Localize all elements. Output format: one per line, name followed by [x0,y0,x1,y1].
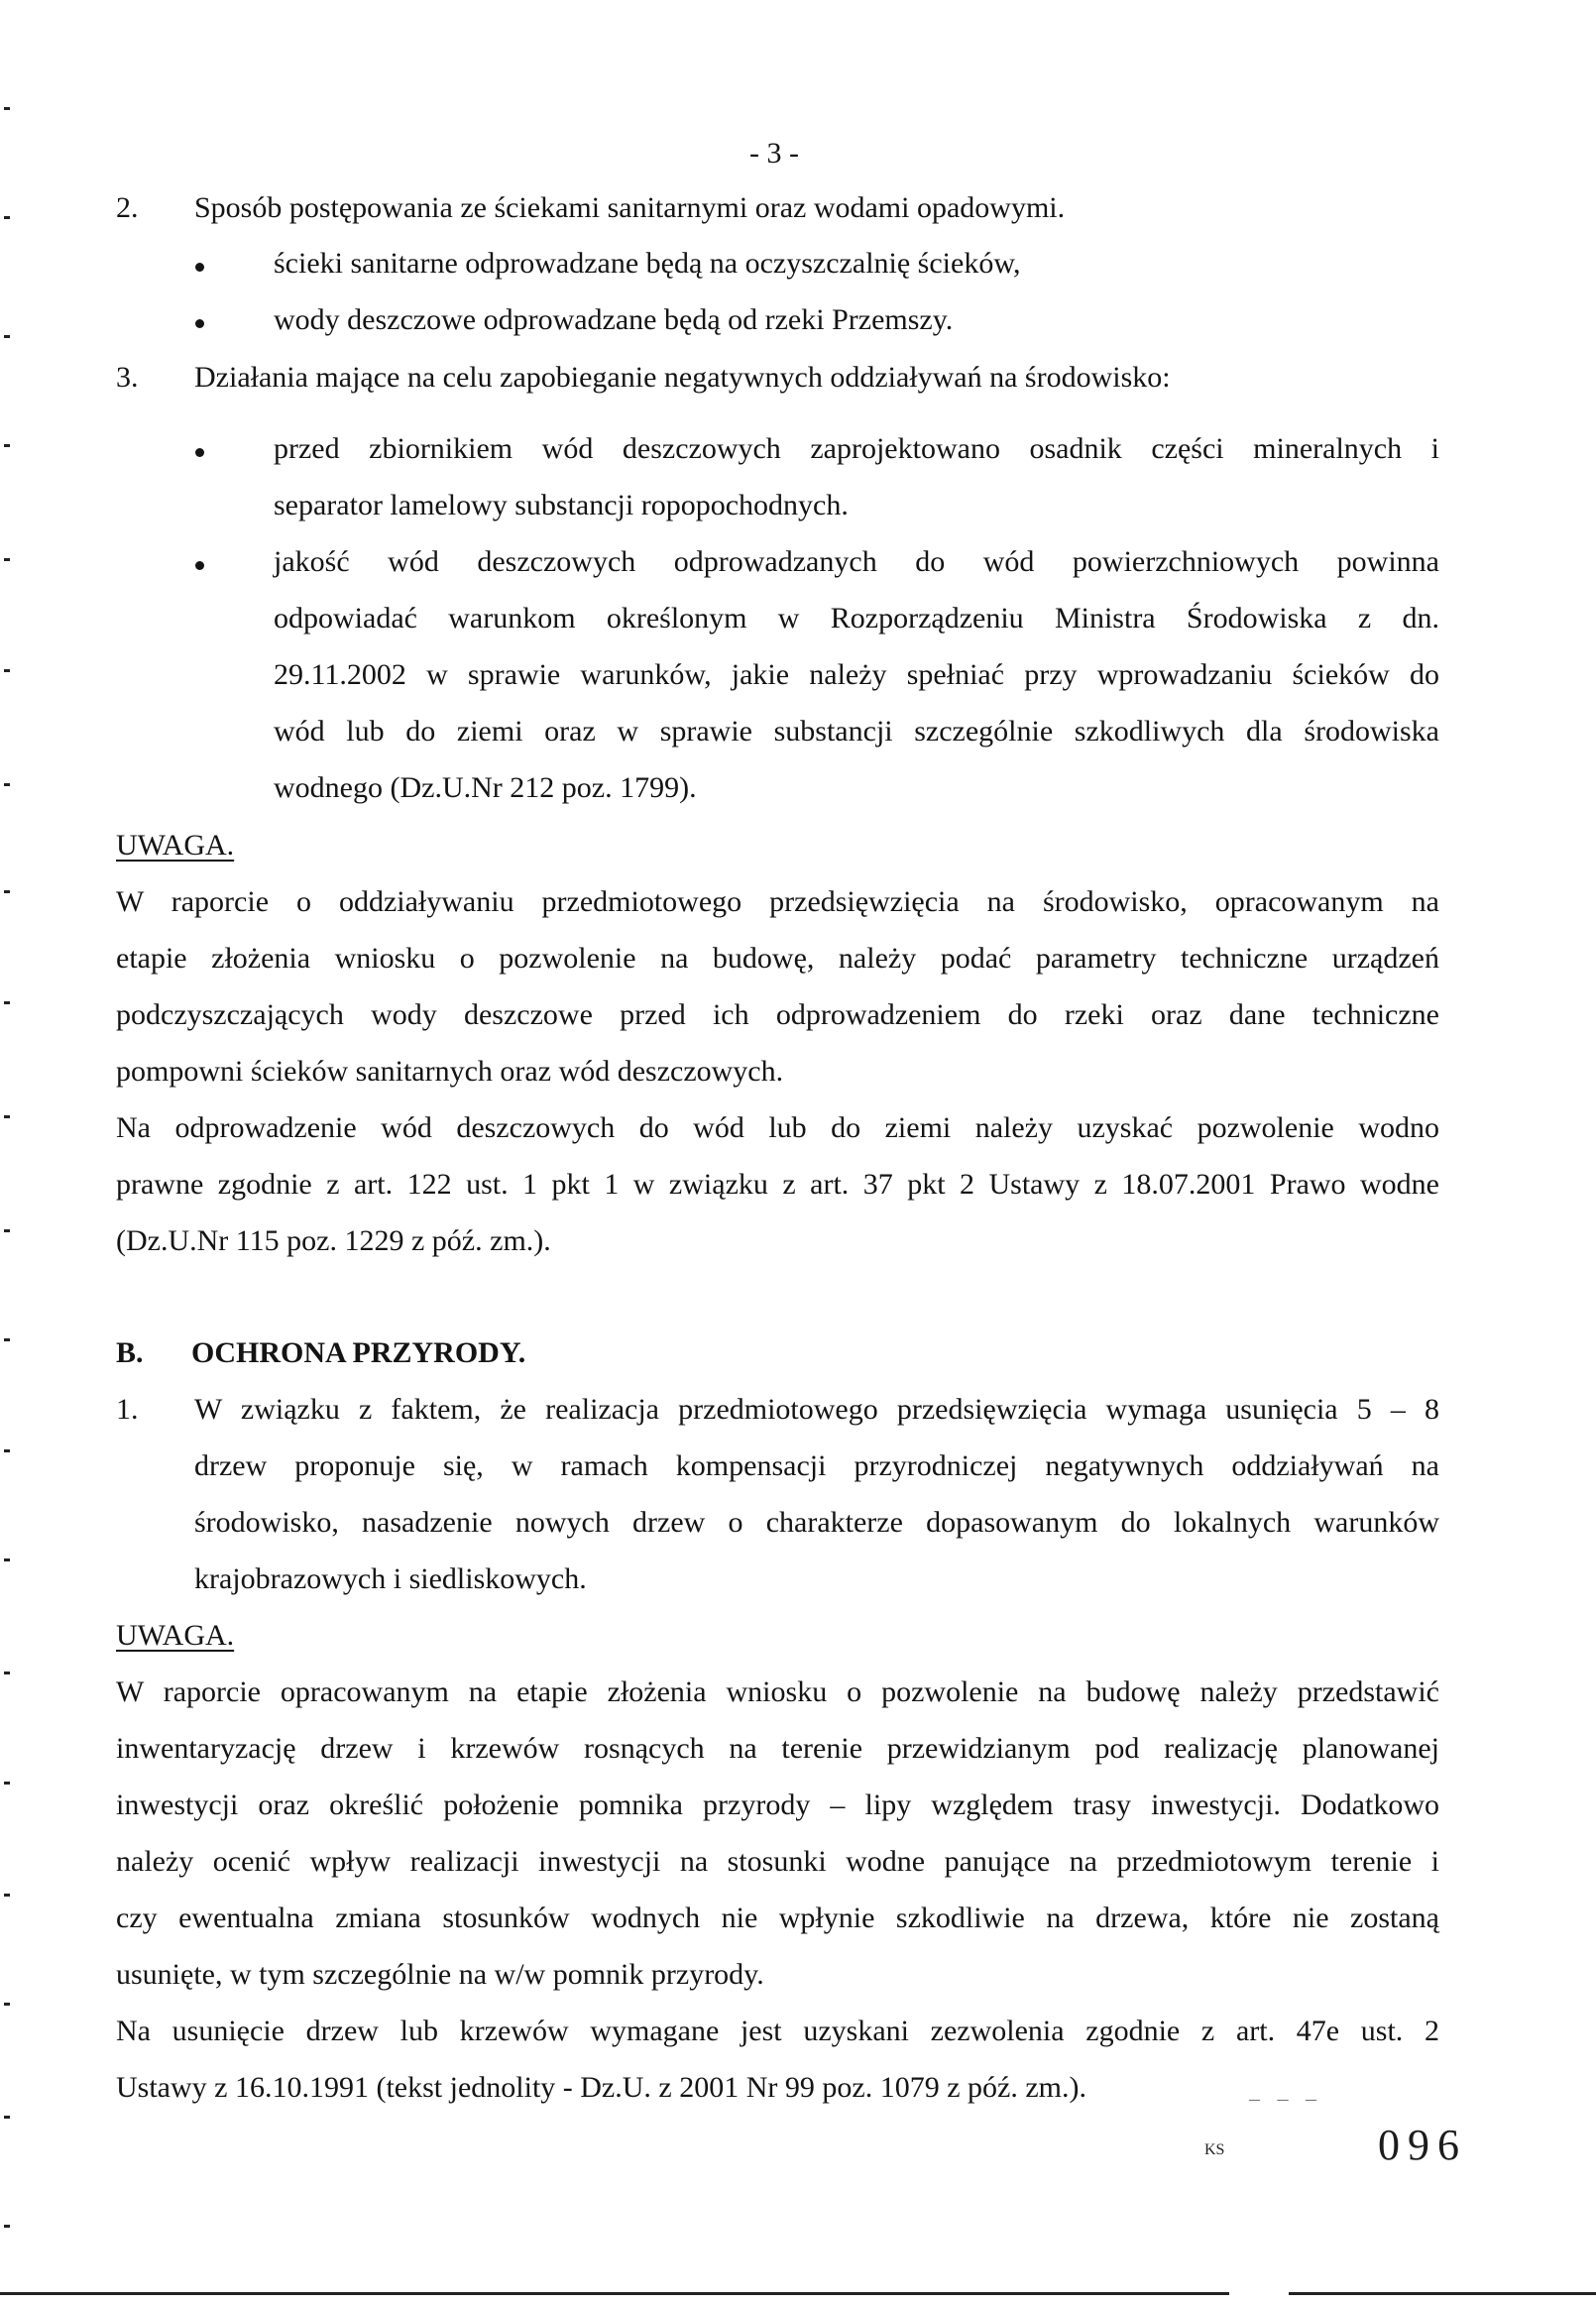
permit-text-line: Ustawy z 16.10.1991 (tekst jednolity - Dz.U. z 2001 Nr 99 poz. 1079 z póź. zm.). [116,2071,1086,2104]
note-text-line: inwentaryzację drzew i krzewów rosnących na terenie przewidzianym pod realizację planowanej [116,1732,1439,1765]
section-letter: B. [116,1336,144,1369]
bullet-text: 29.11.2002 w sprawie warunków, jakie należy spełniać przy wprowadzaniu ścieków do [274,658,1439,691]
note-text-line: pompowni ścieków sanitarnych oraz wód deszczowych. [116,1055,784,1088]
note-text-line: etapie złożenia wniosku o pozwolenie na budowę, należy podać parametry techniczne urządzeń [116,942,1439,975]
note-label: UWAGA. [116,1619,235,1652]
permit-text-line: prawne zgodnie z art. 122 ust. 1 pkt 1 w związku z art. 37 pkt 2 Ustawy z 18.07.2001 Prawo wodne [116,1168,1439,1201]
note-text-line: należy ocenić wpływ realizacji inwestycji na stosunki wodne panujące na przedmiotowym terenie i [116,1845,1439,1878]
bullet-icon [195,263,204,272]
scan-margin-mark [4,1782,10,1785]
bullet-text: jakość wód deszczowych odprowadzanych do wód powierzchniowych powinna [274,545,1439,578]
note-text-line: W raporcie o oddziaływaniu przedmiotowego przedsięwzięcia na środowisko, opracowanym na [116,885,1439,918]
scan-margin-mark [4,1672,10,1674]
bullet-text: wód lub do ziemi oraz w sprawie substancji szczególnie szkodliwych dla środowiska [274,715,1439,748]
note-text-line: podczyszczających wody deszczowe przed ich odprowadzeniem do rzeki oraz dane techniczne [116,998,1439,1031]
permit-text-line: Na odprowadzenie wód deszczowych do wód lub do ziemi należy uzyskać pozwolenie wodno [116,1111,1439,1144]
list-item-text: drzew proponuje się, w ramach kompensacji przyrodniczej negatywnych oddziaływań na [194,1449,1439,1482]
scan-bottom-rule [1289,2292,1596,2295]
initials-mark: KS [1204,2141,1225,2158]
scan-margin-mark [4,890,10,893]
list-item-text: W związku z faktem, że realizacja przedmiotowego przedsięwzięcia wymaga usunięcia 5 – 8 [194,1393,1439,1426]
note-text-line: czy ewentualna zmiana stosunków wodnych nie wpłynie szkodliwie na drzewa, które nie zostaną [116,1902,1439,1934]
permit-text-line: Na usunięcie drzew lub krzewów wymagane jest uzyskani zezwolenia zgodnie z art. 47e ust. 2 [116,2015,1439,2047]
list-number: 2. [116,191,139,224]
bullet-text: wodnego (Dz.U.Nr 212 poz. 1799). [274,771,697,804]
permit-text-line: (Dz.U.Nr 115 poz. 1229 z póź. zm.). [116,1224,551,1257]
scan-margin-mark [4,783,10,786]
bullet-text: separator lamelowy substancji ropopochodnych. [274,489,849,521]
dash-decoration: _ _ _ [1249,2078,1322,2103]
scan-margin-mark [4,1338,10,1341]
list-item-text: krajobrazowych i siedliskowych. [194,1562,587,1595]
scan-margin-mark [4,107,10,110]
bullet-text: odpowiadać warunkom określonym w Rozporządzeniu Ministra Środowiska z dn. [274,602,1439,634]
note-text-line: usunięte, w tym szczególnie na w/w pomnik przyrody. [116,1958,764,1991]
list-item-heading: Sposób postępowania ze ściekami sanitarnymi oraz wodami opadowymi. [194,191,1066,224]
bullet-icon [195,561,204,570]
list-item-text: środowisko, nasadzenie nowych drzew o charakterze dopasowanym do lokalnych warunków [194,1506,1439,1539]
note-label: UWAGA. [116,829,235,862]
scan-bottom-rule [0,2292,1229,2295]
scan-margin-mark [4,2003,10,2006]
scan-margin-mark [4,558,10,561]
scan-margin-mark [4,669,10,672]
scan-margin-mark [4,1001,10,1004]
scan-margin-mark [4,444,10,447]
scan-margin-mark [4,2225,10,2228]
scan-margin-mark [4,1449,10,1452]
scan-margin-mark [4,1115,10,1118]
scan-margin-mark [4,2116,10,2119]
bullet-text: ścieki sanitarne odprowadzane będą na oczyszczalnię ścieków, [274,247,1021,280]
bullet-icon [195,448,204,457]
scan-margin-mark [4,335,10,338]
bullet-text: wody deszczowe odprowadzane będą od rzeki Przemszy. [274,303,954,336]
list-item-heading: Działania mające na celu zapobieganie negatywnych oddziaływań na środowisko: [194,361,1171,394]
page-number: - 3 - [749,137,799,170]
list-number: 1. [116,1393,139,1426]
note-text-line: inwestycji oraz określić położenie pomnika przyrody – lipy względem trasy inwestycji. Dodatkowo [116,1788,1439,1821]
bullet-text: przed zbiornikiem wód deszczowych zaprojektowano osadnik części mineralnych i [274,432,1439,465]
bullet-icon [195,319,204,328]
scan-margin-mark [4,1558,10,1561]
page-stamp-number: 096 [1378,2121,1467,2169]
note-text-line: W raporcie opracowanym na etapie złożenia wniosku o pozwolenie na budowę należy przedstawić [116,1675,1439,1708]
scan-margin-mark [4,216,10,219]
scan-margin-mark [4,1229,10,1232]
scan-margin-mark [4,1894,10,1897]
section-title: OCHRONA PRZYRODY. [191,1336,526,1369]
list-number: 3. [116,361,139,394]
